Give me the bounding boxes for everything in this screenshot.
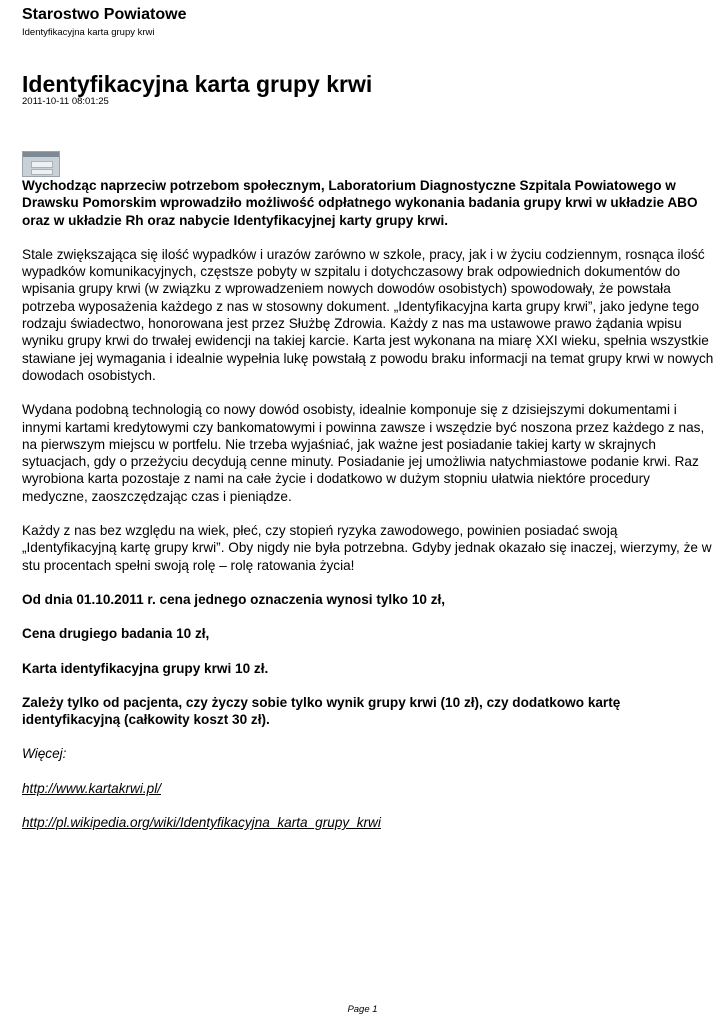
article-thumbnail-image bbox=[22, 151, 60, 177]
site-title: Starostwo Powiatowe bbox=[22, 6, 187, 23]
article-paragraph: Wydana podobną technologią co nowy dowód osobisty, idealnie komponuje się z dzisiejszymi dokumentami i innymi kartami kredytowymi czy bankomatowymi i powinna zawsze i wszędzie być noszona przez każdego z nas, na pierwszym miejscu w portfelu. Nie trzeba wyjaśniać, jak ważne jest posiadanie takiej karty w skrajnych sytuacjach, gdy o przeżyciu decydują cenne minuty. Posiadanie jej umożliwia natychmiastowe podanie krwi. Raz wyrobiona karta pozostaje z nami na całe życie i dodatkowo w dużym stopniu ułatwia niektóre procedury medyczne, zaoszczędzając czas i pieniądze. bbox=[22, 402, 705, 504]
link-wikipedia[interactable]: http://pl.wikipedia.org/wiki/Identyfikacyjna_karta_grupy_krwi bbox=[22, 815, 381, 831]
price-note: Zależy tylko od pacjenta, czy życzy sobie tylko wynik grupy krwi (10 zł), czy dodatkowo kartę identyfikacyjną (całkowity koszt 30 zł). bbox=[22, 694, 621, 728]
price-second: Cena drugiego badania 10 zł, bbox=[22, 626, 210, 642]
link-kartakrwi[interactable]: http://www.kartakrwi.pl/ bbox=[22, 780, 161, 796]
article-title: Identyfikacyjna karta grupy krwi bbox=[22, 71, 373, 97]
more-label: Więcej: bbox=[22, 746, 67, 762]
article-date: 2011-10-11 08:01:25 bbox=[22, 96, 109, 107]
article-lead: Wychodząc naprzeciw potrzebom społecznym, Laboratorium Diagnostyczne Szpitala Powiatowego w Drawsku Pomorskim wprowadziło możliwość odpłatnego wykonania badania grupy krwi w układzie ABO oraz w układzie Rh oraz nabycie Identyfikacyjnej karty grupy krwi. bbox=[22, 178, 698, 228]
price-intro: Od dnia 01.10.2011 r. cena jednego oznaczenia wynosi tylko 10 zł, bbox=[22, 591, 446, 607]
price-card: Karta identyfikacyjna grupy krwi 10 zł. bbox=[22, 660, 269, 676]
article-paragraph: Każdy z nas bez względu na wiek, płeć, czy stopień ryzyka zawodowego, powinien posiadać swoją „Identyfikacyjną kartę grupy krwi”. Oby nigdy nie była potrzebna. Gdyby jednak okazało się inaczej, wierzymy, że w stu procentach spełni swoją rolę – rolę ratowania życia! bbox=[22, 523, 712, 573]
article-body bbox=[22, 177, 714, 848]
page-number: Page 1 bbox=[347, 1004, 378, 1015]
article-paragraph: Stale zwiększająca się ilość wypadków i urazów zarówno w szkole, pracy, jak i w życiu codziennym, rosnąca ilość wypadków komunikacyjnych, częstsze pobyty w szpitalu i dotychczasowy brak odpowiednich dokumentów do wpisania grupy krwi (w związku z wprowadzeniem nowych dowodów osobistych) spowodowały, że powstała potrzeba wyposażenia każdego z nas w stosowny dokument. „Identyfikacyjna karta grupy krwi”, jako jedyne tego rodzaju świadectwo, honorowana jest przez Służbę Zdrowia. Każdy z nas ma ustawowe prawo żądania wpisu wyniku grupy krwi do trwałej ewidencji na takiej karcie. Karta jest wykonana na miarę XXI wieku, spełnia wszystkie stawiane jej wymagania i idealnie wypełnia lukę powstałą z powodu braku informacji na temat grupy krwi w nowych dowodach osobistych. bbox=[22, 246, 714, 383]
breadcrumb: Identyfikacyjna karta grupy krwi bbox=[22, 27, 155, 38]
